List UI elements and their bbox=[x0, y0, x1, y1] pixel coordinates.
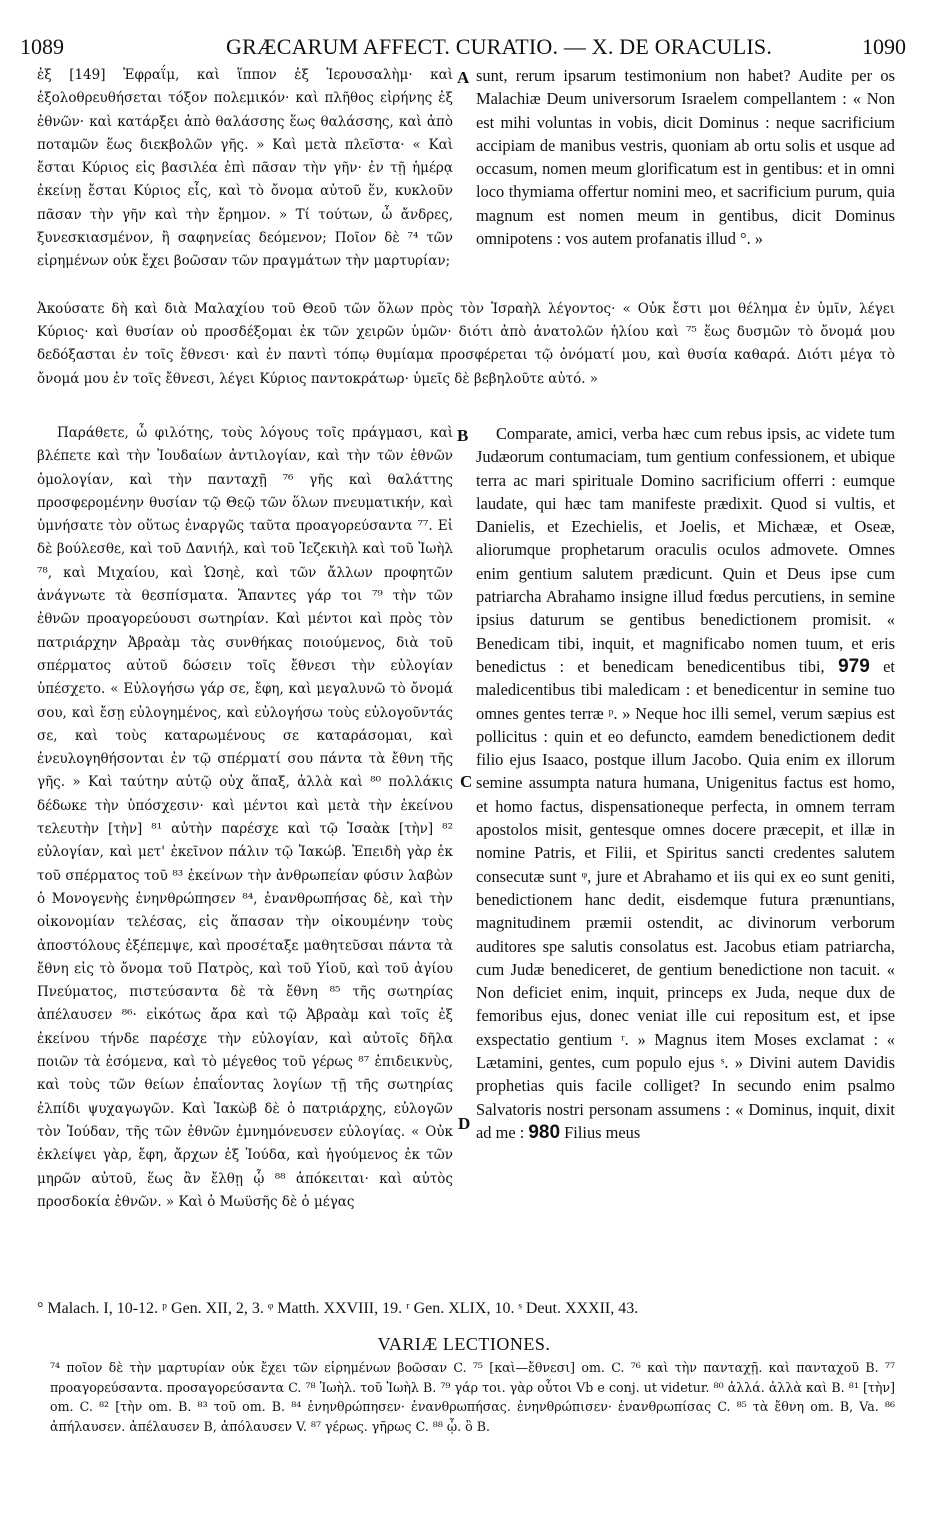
latin-paragraph-a: sunt, rerum ipsarum testimonium non habet? Audite per os Malachiæ Deum universorum Israelem compellantem : « Non est mihi voluntas in vobis, dicit Dominus : neque sacrificium accipiam de manibus vestris, quoniam ab ortu solis et usque ad occasum, nomen meum glorificatum est in gentibus: et in omni loco thymiama offertur nomini meo, et sacrificium purum, quia magnum est nomen meum in gentibus, dicit Dominus omnipotens : vos autem profanatis illud °. » bbox=[476, 66, 895, 249]
greek-paragraph-b: Παράθετε, ὦ φιλότης, τοὺς λόγους τοῖς πράγμασι, καὶ βλέπετε καὶ τὴν Ἰουδαίων ἀντιλογίαν, καὶ τὴν τῶν ἐθνῶν ὁμολογίαν, καὶ τὴν πανταχῇ ⁷⁶ γῆς καὶ θαλάττης προσφερομένην θυσίαν τῷ Θεῷ τῶν ὅλων πνευματικήν, καὶ ὑμνήσατε τὸν οὕτως ἐναργῶς ταῦτα προαγορεύσαντα ⁷⁷. Εἰ δὲ βούλεσθε, καὶ τοῦ Δανιήλ, καὶ τοῦ Ἰεζεκιὴλ καὶ τοῦ Ἰωὴλ ⁷⁸, καὶ Μιχαίου, καὶ Ὡσηὲ, καὶ τῶν ἄλλων προφητῶν ἀνάγνωτε τὰ θεσπίσματα. Ἅπαντες γάρ τοι ⁷⁹ τὴν τῶν ἐθνῶν προαγορεύουσι σωτηρίαν. Καὶ μέντοι καὶ πρὸς τὸν πατριάρχην Ἀβραὰμ τὰς συνθήκας ποιούμενος, διὰ τοῦ σπέρματος αὐτοῦ δώσειν τοῖς ἔθνεσι τὴν εὐλογίαν ὑπέσχετο. « Εὐλογήσω γάρ σε, ἔφη, καὶ μεγαλυνῶ τὸ ὄνομά σου, καὶ ἔσῃ εὐλογημένος, καὶ εὐλογήσω τοὺς εὐλογοῦντάς σε, καὶ τοὺς καταρωμένους σε καταράσομαι, καὶ ἐνευλογηθήσονται ἐν τῷ σπέρματί σου πάντα τὰ ἔθνη τῆς γῆς. » Καὶ ταύτην αὐτῷ οὐχ ἅπαξ, ἀλλὰ καὶ ⁸⁰ πολλάκις δέδωκε τὴν ὑπόσχεσιν· καὶ μέντοι καὶ μετὰ τὴν ἐκείνου τελευτὴν [τὴν] ⁸¹ αὐτὴν παρέσχε καὶ τῷ Ἰσαὰκ [τὴν] ⁸² εὐλογίαν, καὶ μετ' ἐκεῖνον πάλιν τῷ Ἰακώβ. Ἐπειδὴ γὰρ ἐκ τοῦ σπέρματος τοῦ ⁸³ ἐκείνων τὴν ἀνθρωπείαν φύσιν λαβὼν ὁ Μονογενὴς ἐνηνθρώπησεν ⁸⁴, ἐνανθρωπήσας δὲ, καὶ τὴν οἰκονομίαν τελέσας, εἰς ἅπασαν τὴν οἰκουμένην τοὺς ἀποστόλους ἐξέπεμψε, καὶ προσέταξε μαθητεῦσαι πάντα τὰ ἔθνη εἰς τὸ ὄνομα τοῦ Πατρὸς, καὶ τοῦ Υἱοῦ, καὶ τοῦ ἁγίου Πνεύματος, πιστεύσαντα δὲ τὰ ἔθνη ⁸⁵ τῆς σωτηρίας ἀπέλαυσεν ⁸⁶· εἰκότως ἄρα καὶ τῷ Ἀβραὰμ καὶ τοῖς ἐξ ἐκείνου τήνδε παρέσχε τὴν εὐλογίαν, καὶ αὐτοῖς δῆλα ποιῶν τὰ ἐσόμενα, καὶ τὸ μέγεθος τοῦ γέρως ⁸⁷ ἐπιδεικνὺς, καὶ τοὺς τῶν θείων ἐπαΐοντας λογίων τῇ τῆς σωτηρίας ἐλπίδι ψυχαγωγῶν. Καὶ Ἰακὼβ δὲ ὁ πατριάρχης, εὐλογῶν τὸν Ἰούδαν, τῆς τῶν ἐθνῶν ἐμνημόνευσεν εὐλογίας. « Οὐκ ἐκλείψει γὰρ, ἔφη, ἄρχων ἐξ Ἰούδα, καὶ ἡγούμενος ἐκ τῶν μηρῶν αὐτοῦ, ἕως ἂν ἔλθῃ ᾧ ⁸⁸ ἀπόκειται· καὶ αὐτὸς προσδοκία ἐθνῶν. » Καὶ ὁ Μωϋσῆς δὲ ὁ μέγας bbox=[37, 425, 453, 1210]
margin-letter-a: A bbox=[457, 68, 470, 87]
page-header bbox=[16, 34, 912, 60]
latin-text-b3: Filius meus bbox=[564, 1122, 641, 1142]
latin-paragraph-b bbox=[476, 422, 895, 1144]
margin-letter-d: D bbox=[458, 1114, 471, 1133]
variae-lectiones-text: ⁷⁴ ποῖον δὲ τὴν μαρτυρίαν οὐκ ἔχει τῶν εἰρημένων βοῶσαν C. ⁷⁵ [καὶ—ἔθνεσι] om. C. ⁷⁶ καὶ τὴν πανταχῇ. καὶ πανταχοῦ B. ⁷⁷ προαγορεύσαντα. προσαγορεύσαντα C. ⁷⁸ Ἰωὴλ. τοῦ Ἰωὴλ B. ⁷⁹ γάρ τοι. γὰρ οὗτοι Vb e conj. ut videtur. ⁸⁰ ἀλλά. ἀλλὰ καὶ B. ⁸¹ [τὴν] om. C. ⁸² [τὴν om. B. ⁸³ τοῦ om. B. ⁸⁴ ἐνηνθρώπησεν· ἐνανθρωπήσας. ἐνηνθρώπισεν· ἐνανθρωπίσας C. ⁸⁵ τὰ ἔθνη om. B, Va. ⁸⁶ ἀπήλαυσεν. ἀπέλαυσεν B, ἀπόλαυσεν V. ⁸⁷ γέρως. γῆρως C. ⁸⁸ ᾧ. ὃ B. bbox=[50, 1360, 895, 1434]
variae-lectiones bbox=[50, 1358, 895, 1436]
latin-column-b bbox=[476, 422, 895, 1144]
greek-column-b bbox=[37, 422, 453, 1214]
full-width-greek bbox=[37, 298, 895, 391]
margin-letter-b: B bbox=[457, 426, 469, 445]
latin-text-b1: Comparate, amici, verba hæc cum rebus ipsis, ac videte tum Judæorum contumaciam, tum gentium confessionem, et ubique terra ac mari spirituale Domino sacrificium offerri : eumque laudate, qui hæc tam manifeste prædixit. Quod si vultis, et Danielis, et Ezechielis, et Joelis, et Michææ, et Oseæ, aliorumque prophetarum oraculis oculos admovete. Omnes enim gentium salutem prædicunt. Quin et Deus ipse cum patriarcha Abrahamo insigne illud fœdus percutiens, in semine ipsius daturum se gentibus benedictionem promisit. « Benedicam tibi, inquit, et magnificabo nomen tuum, et eris benedictus : et benedicam benedicentibus tibi, bbox=[476, 424, 895, 676]
running-title: GRÆCARUM AFFECT. CURATIO. — X. DE ORACULIS. bbox=[226, 34, 773, 59]
variae-lectiones-title: VARIÆ LECTIONES. bbox=[377, 1334, 551, 1354]
page-number-right: 1090 bbox=[862, 34, 906, 59]
column-number-980: 980 bbox=[528, 1121, 561, 1143]
latin-text-b2: et maledicentibus tibi maledicam : et benedicentur in semine tuo omnes gentes terræ ᵖ. » Neque hoc illi semel, verum sæpius est pollicitus : quin et eo defuncto, eamdem benedictionem dedit filio ejus Isaaco, postque illum Jacobo. Quia enim ex illorum semine assumpta natura humana, Unigenitus factus est homo, et homo factus, dispensationeque perfecta, in omnem terram apostolos misit, gentesque omnes docere præcepit, et illæ in nomine Patris, et Filii, et Spiritus sancti credentes salutem consecutæ sunt ᵠ, jure et Abrahamo et iis qui ex eo sunt geniti, benedictionem hanc dedit, eisdemque futura prænuntians, magnitudinem præmii ostendit, ac divinorum verborum auditores spe salutis consolatus est. Jacobus etiam patriarcha, cum Judæ benediceret, de gentium benedictione non tacuit. « Non deficiet enim, inquit, princeps ex Juda, neque dux de femoribus ejus, donec veniat ille cui repositum est, et ipse exspectatio gentium ʳ. » Magnus item Moses exclamat : « Lætamini, gentes, cum populo ejus ˢ. » Divini autem Davidis prophetias quis facile colliget? In secundo enim psalmo Salvatoris nostri personam assumens : « Dominus, inquit, dixit ad me : bbox=[476, 656, 895, 1142]
page-number-left: 1089 bbox=[20, 34, 64, 59]
column-number-979: 979 bbox=[838, 655, 870, 677]
full-width-greek-paragraph: Ἀκούσατε δὴ καὶ διὰ Μαλαχίου τοῦ Θεοῦ τῶν ὅλων πρὸς τὸν Ἰσραὴλ λέγοντος· « Οὐκ ἔστι μοι θέλημα ἐν ὑμῖν, λέγει Κύριος· καὶ θυσίαν οὐ προσδέξομαι ἐκ τῶν χειρῶν ὑμῶν· διότι ἀπὸ ἀνατολῶν ἡλίου καὶ ⁷⁵ ἕως δυσμῶν τὸ ὄνομά μου δεδόξασται ἐν τοῖς ἔθνεσι· καὶ ἐν παντὶ τόπῳ θυμίαμα προσφέρεται τῷ ὀνόματί μου, καὶ θυσία καθαρά. Διότι μέγα τὸ ὄνομά μου ἐν τοῖς ἔθνεσι, λέγει Κύριος παντοκράτωρ· ὑμεῖς δὲ βεβηλοῦτε αὐτό. » bbox=[37, 301, 895, 387]
margin-letter-c: C bbox=[460, 772, 473, 791]
latin-column-a bbox=[476, 64, 895, 250]
greek-paragraph-a: ἐξ [149] Ἐφραΐμ, καὶ ἵππον ἐξ Ἱερουσαλὴμ· καὶ ἐξολοθρευθήσεται τόξον πολεμικόν· καὶ πλῆθος εἰρήνης ἐξ ἐθνῶν· καὶ κατάρξει ἀπὸ θαλάσσης ἕως θαλάσσης, καὶ ἀπὸ ποταμῶν ἕως διεκβολῶν γῆς. » Καὶ μετὰ πλεῖστα· « Καὶ ἔσται Κύριος εἰς βασιλέα ἐπὶ πᾶσαν τὴν γῆν· ἐν τῇ ἡμέρᾳ ἐκείνῃ ἔσται Κύριος εἷς, καὶ τὸ ὄνομα αὐτοῦ ἕν, κυκλοῦν πᾶσαν τὴν γῆν καὶ τὴν ἔρημον. » Τί τούτων, ὦ ἄνδρες, ξυνεσκιασμένον, ἢ σαφηνείας δεόμενον; Ποῖον δὲ ⁷⁴ τῶν εἰρημένων οὐκ ἔχει βοῶσαν τῶν πραγμάτων τὴν μαρτυρίαν; bbox=[37, 67, 453, 270]
greek-column-a bbox=[37, 64, 453, 274]
footnotes: ° Malach. I, 10-12. ᵖ Gen. XII, 2, 3. ᵠ Matth. XXVIII, 19. ʳ Gen. XLIX, 10. ˢ Deut. XXXII, 43. bbox=[37, 1300, 639, 1317]
